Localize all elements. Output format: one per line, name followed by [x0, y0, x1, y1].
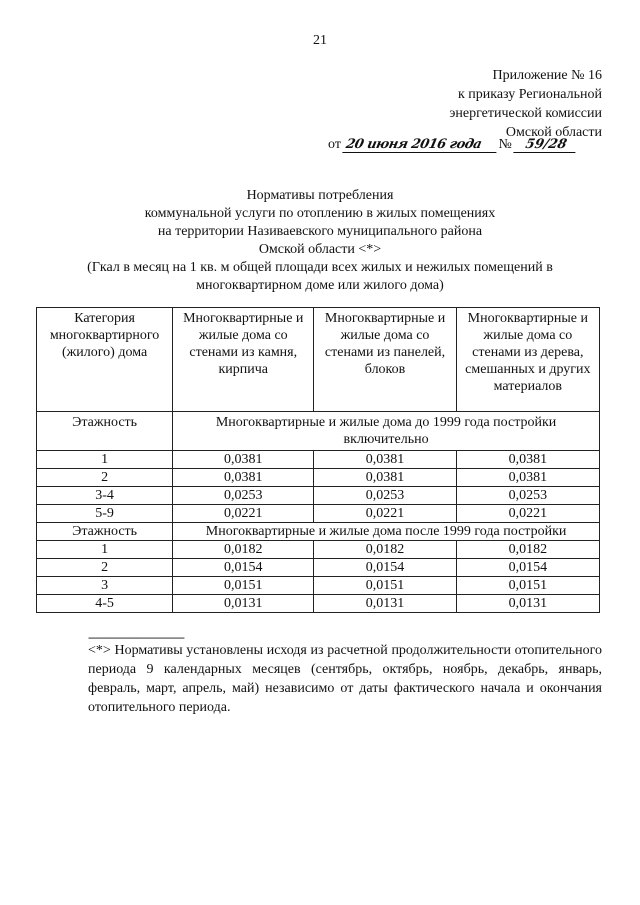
unit-line: (Гкал в месяц на 1 кв. м общей площади всех жилых и нежилых помещений в [87, 260, 553, 275]
table-row [37, 595, 600, 613]
number-prefix: № [498, 137, 512, 152]
appendix-line: Приложение № 16 [492, 68, 602, 83]
handwritten-date: 20 июня 2016 года [343, 137, 500, 153]
floors-cell: 1 [37, 451, 173, 469]
table-row [37, 541, 600, 559]
value-cell: 0,0381 [173, 451, 314, 469]
header-stone-brick: Многоквартирные и жилые дома со стенами из камня, кирпича [173, 308, 314, 412]
handwritten-order-number: 59/28 [514, 137, 579, 153]
title-line: Омской области <*> [258, 242, 382, 257]
value-cell: 0,0221 [314, 505, 456, 523]
floors-cell: 3 [37, 577, 173, 595]
value-cell: 0,0253 [314, 487, 456, 505]
table-row [37, 469, 600, 487]
footnote-text: <*> Нормативы установлены исходя из расчетной продолжительности отопительного периода 9 календарных месяцев (сентябрь, октябрь, ноябрь, декабрь, январь, февраль, март, апрель, май) независимо от даты фактического начала и окончания отопительного периода. [88, 643, 602, 715]
value-cell: 0,0154 [173, 559, 314, 577]
table-row [37, 505, 600, 523]
value-cell: 0,0253 [456, 487, 599, 505]
value-cell: 0,0381 [173, 469, 314, 487]
page-number: 21 [313, 33, 327, 48]
value-cell: 0,0253 [173, 487, 314, 505]
value-cell: 0,0151 [314, 577, 456, 595]
title-line: на территории Називаевского муниципального района [157, 224, 483, 239]
value-cell: 0,0221 [173, 505, 314, 523]
floors-cell: 4-5 [37, 595, 173, 613]
section-header-row [37, 412, 600, 451]
value-cell: 0,0151 [456, 577, 599, 595]
appendix-line: к приказу Региональной [457, 87, 602, 102]
table-row [37, 559, 600, 577]
value-cell: 0,0131 [173, 595, 314, 613]
value-cell: 0,0182 [314, 541, 456, 559]
section-header-row [37, 523, 600, 541]
value-cell: 0,0381 [456, 451, 599, 469]
title-line: коммунальной услуги по отоплению в жилых помещениях [144, 206, 496, 221]
value-cell: 0,0381 [314, 469, 456, 487]
period-label: Многоквартирные и жилые дома после 1999 года постройки [173, 523, 600, 541]
table-row [37, 577, 600, 595]
appendix-line: энергетической комиссии [449, 106, 602, 121]
header-wood-mixed: Многоквартирные и жилые дома со стенами из дерева, смешанных и других материалов [456, 308, 599, 412]
table-header-row [37, 308, 600, 412]
value-cell: 0,0154 [314, 559, 456, 577]
title-line: Нормативы потребления [246, 188, 394, 203]
value-cell: 0,0381 [314, 451, 456, 469]
floors-label: Этажность [37, 523, 173, 541]
floors-cell: 5-9 [37, 505, 173, 523]
date-prefix: от [328, 137, 341, 152]
floors-label: Этажность [37, 412, 173, 451]
footnote-rule: -------------------------------- [88, 630, 184, 644]
value-cell: 0,0221 [456, 505, 599, 523]
table-row [37, 487, 600, 505]
floors-cell: 2 [37, 559, 173, 577]
appendix-block [449, 66, 602, 142]
order-date-line [328, 137, 577, 153]
value-cell: 0,0381 [456, 469, 599, 487]
value-cell: 0,0131 [314, 595, 456, 613]
table-row [37, 451, 600, 469]
header-category: Категория многоквартирного (жилого) дома [37, 308, 173, 412]
value-cell: 0,0154 [456, 559, 599, 577]
value-cell: 0,0151 [173, 577, 314, 595]
floors-cell: 1 [37, 541, 173, 559]
floors-cell: 2 [37, 469, 173, 487]
period-label: Многоквартирные и жилые дома до 1999 года постройки включительно [173, 412, 600, 451]
value-cell: 0,0131 [456, 595, 599, 613]
appendix-line: Омской области [505, 125, 602, 140]
value-cell: 0,0182 [173, 541, 314, 559]
document-title [0, 187, 640, 295]
norms-table [36, 307, 600, 613]
value-cell: 0,0182 [456, 541, 599, 559]
unit-line: многоквартирном доме или жилого дома) [196, 278, 444, 293]
floors-cell: 3-4 [37, 487, 173, 505]
header-panels-blocks: Многоквартирные и жилые дома со стенами из панелей, блоков [314, 308, 456, 412]
